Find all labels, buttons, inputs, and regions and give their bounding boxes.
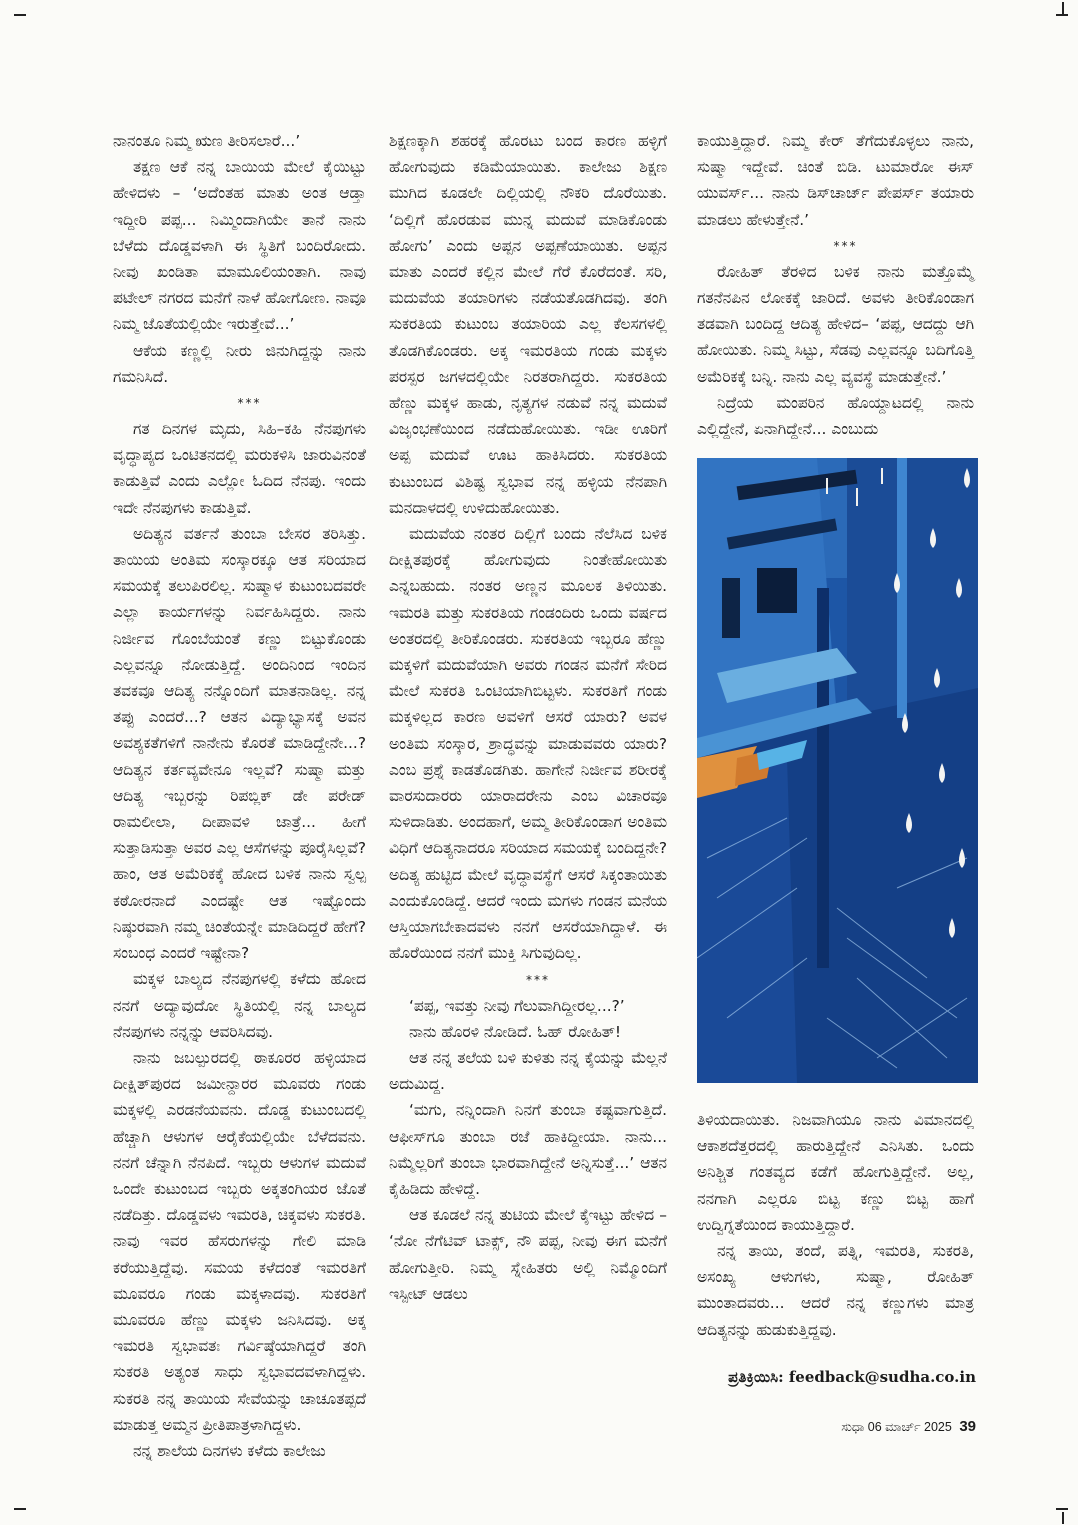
paragraph: ತಿಳಿಯದಾಯಿತು. ನಿಜವಾಗಿಯೂ ನಾನು ವಿಮಾನದಲ್ಲಿ ಆಕಾಶದೆತ್ತರದಲ್ಲಿ ಹಾರುತ್ತಿದ್ದೇನೆ ಎನಿಸಿತು. ಒಂದು ಅನಿಶ್ಚಿತ ಗಂತವ್ಯದ ಕಡೆಗೆ ಹೋಗುತ್ತಿದ್ದೇನೆ. ಅಲ್ಲ, ನನಗಾಗಿ ಎಲ್ಲರೂ ಬಿಟ್ಟ ಕಣ್ಣು ಬಿಟ್ಟ ಹಾಗೆ ಉದ್ವಿಗ್ನತೆಯಿಂದ ಕಾಯುತ್ತಿದ್ದಾರೆ. — [697, 1111, 974, 1234]
painting-svg — [697, 458, 978, 1083]
article-column-1 — [113, 128, 366, 1464]
paragraph: ನನ್ನ ಶಾಲೆಯ ದಿನಗಳು ಕಳೆದು ಕಾಲೇಜು — [133, 1441, 326, 1460]
paragraph: ನನ್ನ ತಾಯಿ, ತಂದೆ, ಪತ್ನಿ, ಇಮರತಿ, ಸುಕರತಿ, ಅಸಂಖ್ಯ ಆಳುಗಳು, ಸುಷ್ಮಾ, ರೋಹಿತ್ ಮುಂತಾದವರು... ಆದರೆ ನನ್ನ ಕಣ್ಣುಗಳು ಮಾತ್ರ ಆದಿತ್ಯನನ್ನು ಹುಡುಕುತ್ತಿದ್ದವು. — [697, 1242, 974, 1339]
paragraph: ನಾನು ಜಬಲ್ಪುರದಲ್ಲಿ ಠಾಕೂರರ ಹಳ್ಳಿಯಾದ ದೀಕ್ಷಿತ್‌ಪುರದ ಜಮೀನ್ದಾರರ ಮೂವರು ಗಂಡು ಮಕ್ಕಳಲ್ಲಿ ಎರಡನೆಯವನು. ದೊಡ್ಡ ಕುಟುಂಬದಲ್ಲಿ ಹೆಚ್ಚಾಗಿ ಆಳುಗಳ ಆರೈಕೆಯಲ್ಲಿಯೇ ಬೆಳೆದವನು. ನನಗೆ ಚೆನ್ನಾಗಿ ನೆನಪಿದೆ. ಇಬ್ಬರು ಆಳುಗಳ ಮದುವೆ ಒಂದೇ ಕುಟುಂಬದ ಇಬ್ಬರು ಅಕ್ಕತಂಗಿಯರ ಜೊತೆ ನಡೆದಿತ್ತು. ದೊಡ್ಡವಳು ಇಮರತಿ, ಚಿಕ್ಕವಳು ಸುಕರತಿ. ನಾವು ಇವರ ಹೆಸರುಗಳನ್ನು ಗೇಲಿ ಮಾಡಿ ಕರೆಯುತ್ತಿದ್ದೆವು. ಸಮಯ ಕಳೆದಂತೆ ಇಮರತಿಗೆ ಮೂವರೂ ಗಂಡು ಮಕ್ಕಳಾದವು. ಸುಕರತಿಗೆ ಮೂವರೂ ಹೆಣ್ಣು ಮಕ್ಕಳು ಜನಿಸಿದವು. ಅಕ್ಕ ಇಮರತಿ ಸ್ವಭಾವತಃ ಗರ್ವಿಷ್ಠೆಯಾಗಿದ್ದರೆ ತಂಗಿ ಸುಕರತಿ ಅತ್ಯಂತ ಸಾಧು ಸ್ವಭಾವದವಳಾಗಿದ್ದಳು. ಸುಕರತಿ ನನ್ನ ತಾಯಿಯ ಸೇವೆಯನ್ನು ಚಾಚೂತಪ್ಪದೆ ಮಾಡುತ್ತ ಅಮ್ಮನ ಪ್ರೀತಿಪಾತ್ರಳಾಗಿದ್ದಳು. — [113, 1048, 366, 1434]
paragraph: ಕಾಯುತ್ತಿದ್ದಾರೆ. ನಿಮ್ಮ ಕೇರ್ ತೆಗೆದುಕೊಳ್ಳಲು ನಾನು, ಸುಷ್ಮಾ ಇದ್ದೇವೆ. ಚಿಂತೆ ಬಿಡಿ. ಟುಮಾರೋ ಈಸ್ ಯುವರ್ಸ್... ನಾನು ಡಿಸ್‌ಚಾರ್ಜ್ ಪೇಪರ್ಸ್ ತಯಾರು ಮಾಡಲು ಹೇಳುತ್ತೇನೆ.’ — [697, 132, 974, 229]
article-column-2 — [389, 128, 667, 1307]
crop-mark — [1062, 2, 1064, 14]
magazine-date: ಸುಧಾ 06 ಮಾರ್ಚ್ 2025 — [841, 1420, 952, 1434]
paragraph: ಮದುವೆಯ ನಂತರ ದಿಲ್ಲಿಗೆ ಬಂದು ನೆಲೆಸಿದ ಬಳಿಕ ದೀಕ್ಷಿತಪುರಕ್ಕೆ ಹೋಗುವುದು ನಿಂತೇಹೋಯಿತು ಎನ್ನಬಹುದು. ನಂತರ ಅಣ್ಣನ ಮೂಲಕ ತಿಳಿಯಿತು. ಇಮರತಿ ಮತ್ತು ಸುಕರತಿಯ ಗಂಡಂದಿರು ಒಂದು ವರ್ಷದ ಅಂತರದಲ್ಲಿ ತೀರಿಕೊಂಡರು. ಸುಕರತಿಯ ಇಬ್ಬರೂ ಹೆಣ್ಣು ಮಕ್ಕಳಿಗೆ ಮದುವೆಯಾಗಿ ಅವರು ಗಂಡನ ಮನೆಗೆ ಸೇರಿದ ಮೇಲೆ ಸುಕರತಿ ಒಂಟಿಯಾಗಿಬಿಟ್ಟಳು. ಸುಕರತಿಗೆ ಗಂಡು ಮಕ್ಕಳಿಲ್ಲದ ಕಾರಣ ಅವಳಿಗೆ ಆಸರೆ ಯಾರು? ಅವಳ ಅಂತಿಮ ಸಂಸ್ಕಾರ, ಶ್ರಾದ್ಧವನ್ನು ಮಾಡುವವರು ಯಾರು? ಎಂಬ ಪ್ರಶ್ನೆ ಕಾಡತೊಡಗಿತು. ಹಾಗೇನೆ ನಿರ್ಜೀವ ಶರೀರಕ್ಕೆ ವಾರಸುದಾರರು ಯಾರಾದರೇನು ಎಂಬ ವಿಚಾರವೂ ಸುಳಿದಾಡಿತು. ಅಂದಹಾಗೆ, ಅಮ್ಮ ತೀರಿಕೊಂಡಾಗ ಅಂತಿಮ ವಿಧಿಗೆ ಆದಿತ್ಯನಾದರೂ ಸರಿಯಾದ ಸಮಯಕ್ಕೆ ಬಂದಿದ್ದನೇ? ಅದಿತ್ಯ ಹುಟ್ಟಿದ ಮೇಲೆ ವೃದ್ಧಾವಸ್ಥೆಗೆ ಆಸರೆ ಸಿಕ್ಕಂತಾಯಿತು ಎಂದುಕೊಂಡಿದ್ದೆ. ಆದರೆ ಇಂದು ಮಗಳು ಗಂಡನ ಮನೆಯ ಆಸ್ತಿಯಾಗಬೇಕಾದವಳು ನನಗೆ ಆಸರೆಯಾಗಿದ್ದಾಳೆ. ಈ ಹೊರೆಯಿಂದ ನನಗೆ ಮುಕ್ತಿ ಸಿಗುವುದಿಲ್ಲ. — [389, 525, 667, 963]
paragraph: ‘ಮಗು, ನನ್ನಿಂದಾಗಿ ನಿನಗೆ ತುಂಬಾ ಕಷ್ಟವಾಗುತ್ತಿದೆ. ಆಫೀಸ್‌ಗೂ ತುಂಬಾ ರಜೆ ಹಾಕಿದ್ದೀಯಾ. ನಾನು... ನಿಮ್ಮೆಲ್ಲರಿಗೆ ತುಂಬಾ ಭಾರವಾಗಿದ್ದೇನೆ ಅನ್ನಿಸುತ್ತೆ...’ ಆತನ ಕೈಹಿಡಿದು ಹೇಳಿದ್ದೆ. — [389, 1101, 667, 1198]
article-column-3-top — [697, 128, 974, 442]
page-footer — [760, 1418, 976, 1435]
section-separator: *** — [833, 238, 858, 253]
paragraph: ನಾನಂತೂ ನಿಮ್ಮ ಋಣ ತೀರಿಸಲಾರೆ...’ — [113, 132, 301, 150]
feedback-line: ಪ್ರತಿಕ್ರಿಯಿಸಿ: feedback@sudha.co.in — [728, 1368, 976, 1386]
section-separator: *** — [237, 396, 262, 411]
crop-mark — [1062, 1512, 1064, 1524]
paragraph: ರೋಹಿತ್ ತೆರಳಿದ ಬಳಿಕ ನಾನು ಮತ್ತೊಮ್ಮೆ ಗತನೆನಪಿನ ಲೋಕಕ್ಕೆ ಜಾರಿದೆ. ಅವಳು ತೀರಿಕೊಂಡಾಗ ತಡವಾಗಿ ಬಂದಿದ್ದ ಆದಿತ್ಯ ಹೇಳಿದ– ‘ಪಪ್ಪ, ಆದದ್ದು ಆಗಿ ಹೋಯಿತು. ನಿಮ್ಮ ಸಿಟ್ಟು, ಸೆಡವು ಎಲ್ಲವನ್ನೂ ಬದಿಗೊತ್ತಿ ಅಮೆರಿಕಕ್ಕೆ ಬನ್ನಿ. ನಾನು ಎಲ್ಲ ವ್ಯವಸ್ಥೆ ಮಾಡುತ್ತೇನೆ.’ — [697, 262, 974, 386]
paragraph: ನಾನು ಹೊರಳಿ ನೋಡಿದೆ. ಓಹ್ ರೋಹಿತ್! — [409, 1022, 622, 1041]
paragraph: ನಿದ್ರೆಯ ಮಂಪರಿನ ಹೊಯ್ದಾಟದಲ್ಲಿ ನಾನು ಎಲ್ಲಿದ್ದೇನೆ, ಏನಾಗಿದ್ದೇನೆ... ಎಂಬುದು — [697, 393, 974, 439]
paragraph: ಅದಿತ್ಯನ ವರ್ತನೆ ತುಂಬಾ ಬೇಸರ ತರಿಸಿತ್ತು. ತಾಯಿಯ ಅಂತಿಮ ಸಂಸ್ಕಾರಕ್ಕೂ ಆತ ಸರಿಯಾದ ಸಮಯಕ್ಕೆ ತಲುಪಿರಲಿಲ್ಲ. ಸುಷ್ಮಾಳ ಕುಟುಂಬದವರೇ ಎಲ್ಲಾ ಕಾರ್ಯಗಳನ್ನು ನಿರ್ವಹಿಸಿದ್ದರು. ನಾನು ನಿರ್ಜೀವ ಗೊಂಬೆಯಂತೆ ಕಣ್ಣು ಬಿಟ್ಟುಕೊಂಡು ಎಲ್ಲವನ್ನೂ ನೋಡುತ್ತಿದ್ದೆ. ಅಂದಿನಿಂದ ಇಂದಿನ ತವಕವೂ ಆದಿತ್ಯ ನನ್ನೊಂದಿಗೆ ಮಾತನಾಡಿಲ್ಲ. ನನ್ನ ತಪ್ಪು ಎಂದರೆ...? ಆತನ ವಿದ್ಯಾಭ್ಯಾಸಕ್ಕೆ ಅವನ ಅವಶ್ಯಕತೆಗಳಿಗೆ ನಾನೇನು ಕೊರತೆ ಮಾಡಿದ್ದೇನೇ...? ಆದಿತ್ಯನ ಕರ್ತವ್ಯವೇನೂ ಇಲ್ಲವೆ? ಸುಷ್ಮಾ ಮತ್ತು ಆದಿತ್ಯ ಇಬ್ಬರನ್ನು ರಿಪಬ್ಲಿಕ್ ಡೇ ಪರೇಡ್ ರಾಮಲೀಲಾ, ದೀಪಾವಳಿ ಜಾತ್ರೆ... ಹೀಗೆ ಸುತ್ತಾಡಿಸುತ್ತಾ ಅವರ ಎಲ್ಲ ಆಸೆಗಳನ್ನು ಪೂರೈಸಿಲ್ಲವೆ? ಹಾಂ, ಆತ ಅಮೆರಿಕಕ್ಕೆ ಹೋದ ಬಳಿಕ ನಾನು ಸ್ವಲ್ಪ ಕಠೋರನಾದೆ ಎಂದಷ್ಟೇ ಆತ ಇಷ್ಟೊಂದು ನಿಷ್ಠುರವಾಗಿ ನಮ್ಮ ಚಿಂತೆಯನ್ನೇ ಮಾಡಿದಿದ್ದರೆ ಹೇಗೆ? ಸಂಬಂಧ ಎಂದರೆ ಇಷ್ಟೇನಾ? — [113, 524, 366, 963]
paragraph: ಗತ ದಿನಗಳ ಮೃದು, ಸಿಹಿ–ಕಹಿ ನೆನಪುಗಳು ವೃದ್ಧಾಪ್ಯದ ಒಂಟಿತನದಲ್ಲಿ ಮರುಕಳಿಸಿ ಜಾರುವಿನಂತೆ ಕಾಡುತ್ತಿವೆ ಎಂದು ಎಲ್ಲೋ ಓದಿದ ನೆನಪು. ಇಂದು ಇದೇ ನೆನಪುಗಳು ಕಾಡುತ್ತಿವೆ. — [113, 420, 366, 517]
paragraph: ಆತ ನನ್ನ ತಲೆಯ ಬಳಿ ಕುಳಿತು ನನ್ನ ಕೈಯನ್ನು ಮೆಲ್ಲನೆ ಅದುಮಿದ್ದ. — [389, 1048, 667, 1094]
paragraph: ಆತ ಕೂಡಲೆ ನನ್ನ ತುಟಿಯ ಮೇಲೆ ಕೈಇಟ್ಟು ಹೇಳಿದ – ‘ನೋ ನೆಗೆಟಿವ್ ಟಾಕ್ಸ್, ನೌ ಪಪ್ಪ, ನೀವು ಈಗ ಮನೆಗೆ ಹೋಗುತ್ತೀರಿ. ನಿಮ್ಮ ಸ್ನೇಹಿತರು ಅಲ್ಲಿ ನಿಮ್ಮೊಂದಿಗೆ ಇಸ್ಪೀಟ್ ಆಡಲು — [389, 1206, 667, 1303]
crop-mark — [1056, 1508, 1068, 1510]
paragraph: ತಕ್ಷಣ ಆಕೆ ನನ್ನ ಬಾಯಿಯ ಮೇಲೆ ಕೈಯಿಟ್ಟು ಹೇಳಿದಳು – ‘ಅದೆಂತಹ ಮಾತು ಅಂತ ಆಡ್ತಾ ಇದ್ದೀರಿ ಪಪ್ಪ... ನಿಮ್ಮಿಂದಾಗಿಯೇ ತಾನೆ ನಾನು ಬೆಳೆದು ದೊಡ್ಡವಳಾಗಿ ಈ ಸ್ಥಿತಿಗೆ ಬಂದಿರೋದು. ನೀವು ಖಂಡಿತಾ ಮಾಮೂಲಿಯಂತಾಗಿ. ನಾವು ಪಟೇಲ್ ನಗರದ ಮನೆಗೆ ನಾಳೆ ಹೋಗೋಣ. ನಾವೂ ನಿಮ್ಮ ಜೊತೆಯಲ್ಲಿಯೇ ಇರುತ್ತೇವೆ...’ — [113, 158, 366, 334]
paragraph: ಶಿಕ್ಷಣಕ್ಕಾಗಿ ಶಹರಕ್ಕೆ ಹೊರಟು ಬಂದ ಕಾರಣ ಹಳ್ಳಿಗೆ ಹೋಗುವುದು ಕಡಿಮೆಯಾಯಿತು. ಕಾಲೇಜು ಶಿಕ್ಷಣ ಮುಗಿದ ಕೂಡಲೇ ದಿಲ್ಲಿಯಲ್ಲಿ ನೌಕರಿ ದೊರೆಯಿತು. ‘ದಿಲ್ಲಿಗೆ ಹೊರಡುವ ಮುನ್ನ ಮದುವೆ ಮಾಡಿಕೊಂಡು ಹೋಗು’ ಎಂದು ಅಪ್ಪನ ಅಪ್ಪಣೆಯಾಯಿತು. ಅಪ್ಪನ ಮಾತು ಎಂದರೆ ಕಲ್ಲಿನ ಮೇಲೆ ಗೆರೆ ಕೊರೆದಂತೆ. ಸರಿ, ಮದುವೆಯ ತಯಾರಿಗಳು ನಡೆಯತೊಡಗಿದವು. ತಂಗಿ ಸುಕರತಿಯ ಕುಟುಂಬ ತಯಾರಿಯ ಎಲ್ಲ ಕೆಲಸಗಳಲ್ಲಿ ತೊಡಗಿಕೊಂಡರು. ಅಕ್ಕ ಇಮರತಿಯ ಗಂಡು ಮಕ್ಕಳು ಪರಸ್ಪರ ಜಗಳದಲ್ಲಿಯೇ ನಿರತರಾಗಿದ್ದರು. ಸುಕರತಿಯ ಹೆಣ್ಣು ಮಕ್ಕಳ ಹಾಡು, ನೃತ್ಯಗಳ ನಡುವೆ ನನ್ನ ಮದುವೆ ವಿಜೃಂಭಣೆಯಿಂದ ನಡೆದುಹೋಯಿತು. ಇಡೀ ಊರಿಗೆ ಅಪ್ಪ ಮದುವೆ ಊಟ ಹಾಕಿಸಿದರು. ಸುಕರತಿಯ ಕುಟುಂಬದ ವಿಶಿಷ್ಟ ಸ್ವಭಾವ ನನ್ನ ಹಳ್ಳಿಯ ನೆನಪಾಗಿ ಮನದಾಳದಲ್ಲಿ ಉಳಿದುಹೋಯಿತು. — [389, 132, 667, 517]
paragraph: ಮಕ್ಕಳ ಬಾಲ್ಯದ ನೆನಪುಗಳಲ್ಲಿ ಕಳೆದು ಹೋದ ನನಗೆ ಅದ್ಯಾವುದೋ ಸ್ಥಿತಿಯಲ್ಲಿ ನನ್ನ ಬಾಲ್ಯದ ನೆನಪುಗಳು ನನ್ನನ್ನು ಆವರಿಸಿದವು. — [113, 970, 366, 1041]
abstract-blue-painting — [697, 458, 978, 1083]
paragraph: ಆಕೆಯ ಕಣ್ಣಲ್ಲಿ ನೀರು ಜಿನುಗಿದ್ದನ್ನು ನಾನು ಗಮನಿಸಿದೆ. — [113, 341, 366, 386]
paragraph: ‘ಪಪ್ಪ, ಇವತ್ತು ನೀವು ಗೆಲುವಾಗಿದ್ದೀರಲ್ಲ...?’ — [409, 996, 625, 1015]
crop-mark — [1056, 14, 1068, 16]
page-number: 39 — [959, 1418, 976, 1435]
section-separator: *** — [526, 972, 550, 987]
crop-mark — [14, 1508, 26, 1510]
crop-mark — [14, 14, 26, 16]
article-column-3-bottom — [697, 1107, 974, 1343]
